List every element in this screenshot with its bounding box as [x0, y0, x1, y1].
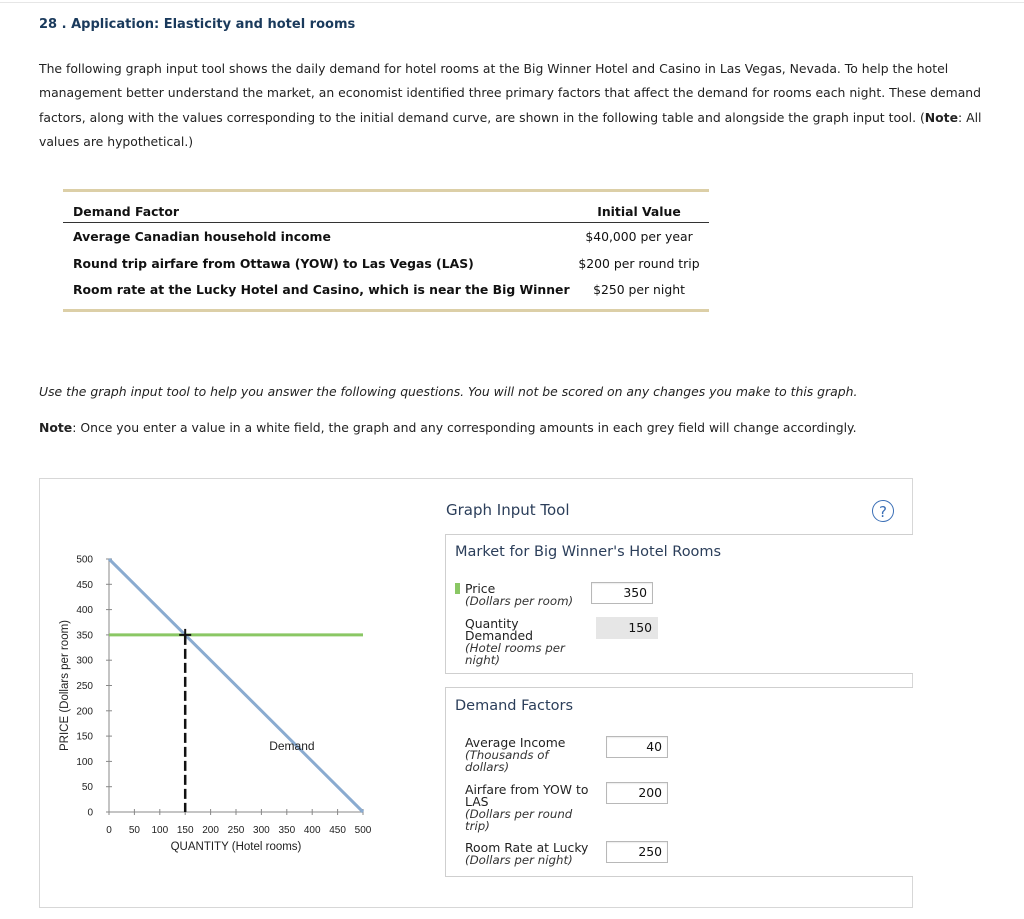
note-label: Note: [39, 420, 73, 435]
intro-note-text: : All values are hypothetical.): [39, 109, 982, 150]
lucky-rate-input[interactable]: 250: [606, 841, 668, 863]
y-tick-label: 0: [87, 807, 93, 819]
x-tick-label: 500: [354, 825, 372, 836]
income-sublabel-line1: (Thousands of: [465, 748, 549, 762]
intro-text: The following graph input tool shows the daily demand for hotel rooms at the Big Winner Hotel and Casino in Las Vegas, Nevada. To help the hotel management better understand the market, an economist identified three primary factors that affect the demand for rooms each night. These demand factors, along with the values corresponding to the initial demand curve, are shown in the following table and alongside the graph input tool. (: [39, 61, 982, 125]
x-tick-label: 350: [278, 825, 296, 836]
col-header-factor: Demand Factor: [73, 204, 179, 219]
demand-factors-title: Demand Factors: [455, 698, 574, 714]
y-tick-label: 200: [76, 706, 93, 718]
x-tick-label: 400: [303, 825, 321, 836]
lucky-rate-sublabel: (Dollars per night): [465, 853, 573, 867]
y-tick-label: 500: [76, 554, 93, 566]
intro-note-label: Note: [924, 109, 958, 125]
help-icon[interactable]: ?: [872, 500, 894, 522]
quantity-demanded-output: 150: [596, 617, 658, 639]
qd-sublabel-line1: (Hotel rooms per: [465, 641, 565, 655]
table-top-rule: [63, 189, 709, 192]
x-axis-label: QUANTITY (Hotel rooms): [170, 841, 302, 853]
x-tick-label: 100: [151, 825, 169, 836]
x-tick-label: 250: [227, 825, 245, 836]
price-sublabel-wrap: [465, 595, 573, 607]
price-sublabel: (Dollars per room): [465, 594, 574, 608]
y-tick-label: 450: [76, 579, 93, 591]
intro-paragraph: [39, 57, 989, 155]
y-tick-label: 300: [76, 655, 93, 667]
qd-sublabel-line2: night): [465, 653, 500, 667]
x-tick-label: 50: [128, 825, 140, 836]
airfare-label-line2: LAS: [465, 794, 489, 809]
factor-row-airfare-label: Round trip airfare from Ottawa (YOW) to Las Vegas (LAS): [73, 256, 474, 271]
x-tick-label: 300: [253, 825, 270, 836]
x-tick-label: 0: [106, 825, 112, 836]
x-tick-label: 200: [202, 825, 219, 836]
col-header-value: Initial Value: [597, 204, 681, 219]
y-tick-label: 150: [76, 731, 93, 743]
page-title: 28 . Application: Elasticity and hotel rooms: [39, 17, 356, 32]
factor-row-lucky-value: $250 per night: [593, 282, 685, 297]
income-label-group: [465, 737, 565, 773]
airfare-sublabel-line1: (Dollars per round: [465, 807, 573, 821]
factor-row-income-label: Average Canadian household income: [73, 229, 331, 244]
income-input[interactable]: 40: [606, 736, 668, 758]
price-label: Price: [465, 581, 496, 596]
airfare-sublabel-line2: trip): [465, 819, 490, 833]
price-input[interactable]: 350: [591, 582, 653, 604]
y-tick-label: 100: [76, 756, 93, 768]
factor-row-lucky-label: Room rate at the Lucky Hotel and Casino, which is near the Big Winner: [73, 282, 570, 297]
factor-row-airfare-value: $200 per round trip: [578, 256, 700, 271]
instructions-text: Use the graph input tool to help you answer the following questions. You will not be scored on any changes you make to this graph.: [39, 384, 858, 399]
factor-row-income-value: $40,000 per year: [585, 229, 693, 244]
income-label: Average Income: [465, 735, 566, 750]
lucky-rate-label-group: [465, 842, 588, 866]
instructions-note: [39, 420, 857, 435]
income-sublabel-line2: dollars): [465, 760, 510, 774]
y-tick-label: 250: [76, 681, 93, 692]
airfare-label-group: [465, 784, 588, 832]
table-bottom-rule: [63, 309, 709, 312]
qd-label-line1: Quantity: [465, 616, 519, 631]
x-tick-label: 450: [329, 825, 346, 836]
y-tick-label: 350: [76, 630, 93, 642]
top-divider: [0, 2, 1024, 3]
qd-label-line2: Demanded: [465, 628, 534, 643]
airfare-input[interactable]: 200: [606, 782, 668, 804]
y-axis-label: PRICE (Dollars per room): [59, 620, 71, 751]
y-tick-label: 50: [81, 782, 93, 794]
lucky-rate-label: Room Rate at Lucky: [465, 840, 589, 855]
price-legend-swatch: [455, 583, 460, 594]
y-tick-label: 400: [76, 605, 93, 617]
demand-curve-label: Demand: [269, 739, 315, 754]
table-header-rule: [63, 222, 709, 223]
graph-input-tool-title: Graph Input Tool: [446, 501, 570, 519]
market-title: Market for Big Winner's Hotel Rooms: [455, 544, 722, 560]
note-text: : Once you enter a value in a white field, the graph and any corresponding amounts in each grey field will change accordingly.: [72, 420, 857, 435]
x-tick-label: 150: [176, 825, 194, 836]
airfare-label-line1: Airfare from YOW to: [465, 782, 589, 797]
quantity-demanded-label-group: [465, 618, 565, 666]
